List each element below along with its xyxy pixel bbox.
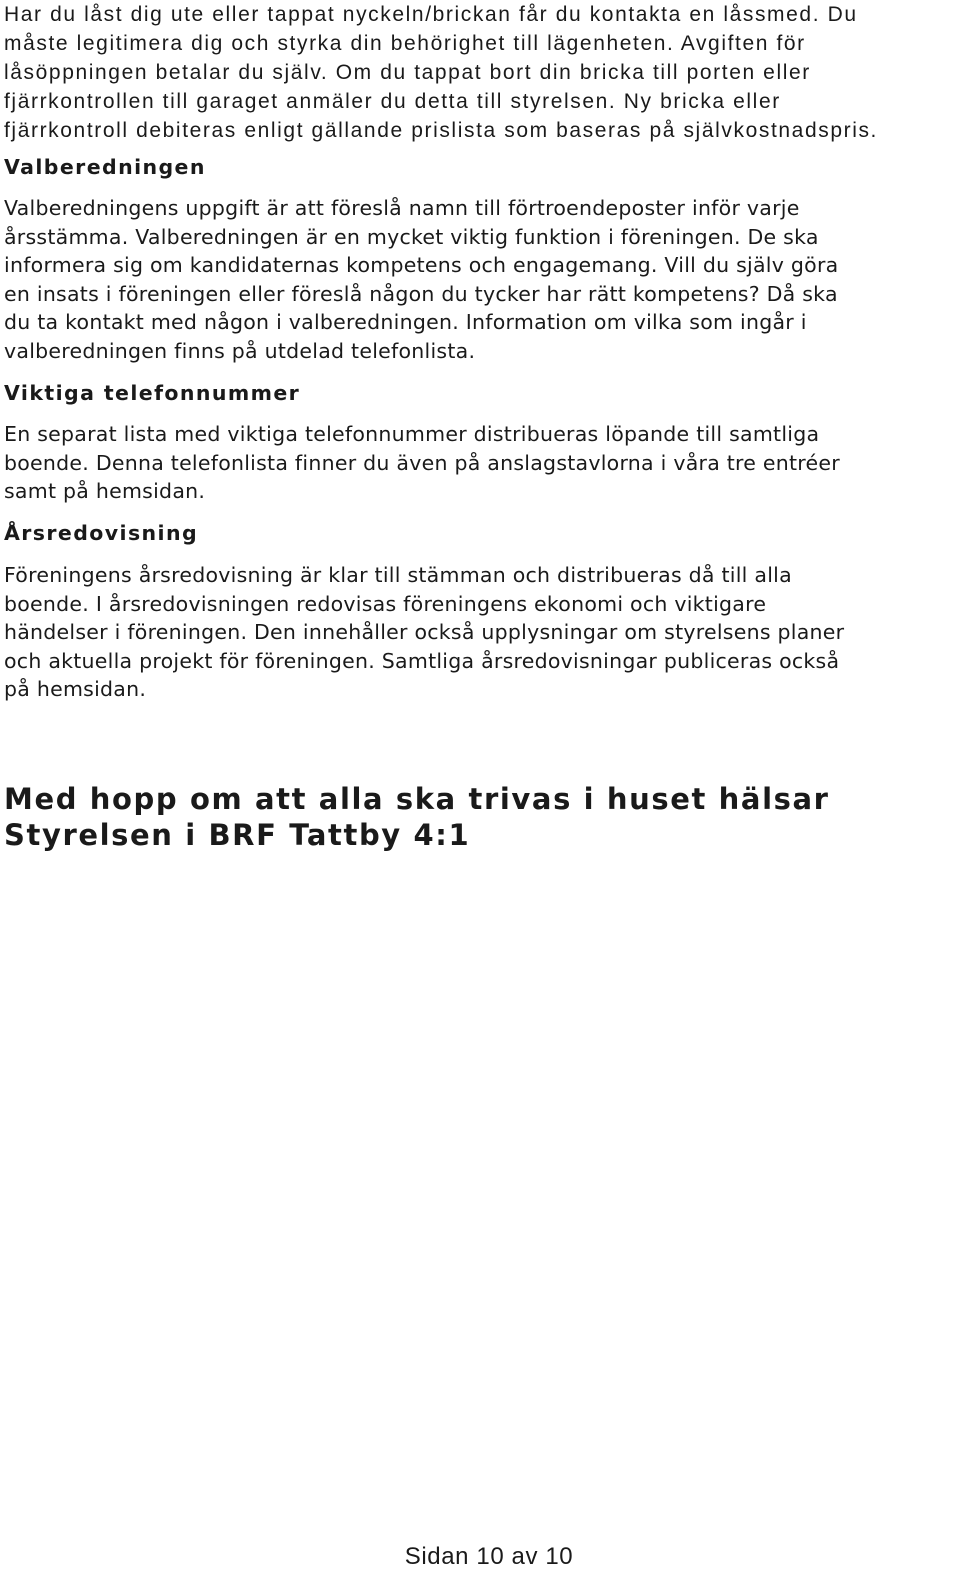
paragraph-line: Valberedningens uppgift är att föreslå namn till förtroendeposter inför varje [4, 196, 800, 220]
paragraph-line: En separat lista med viktiga telefonnummer distribueras löpande till samtliga [4, 422, 820, 446]
closing-greeting [4, 781, 954, 853]
section-paragraph-valberedningen [4, 194, 954, 366]
section-paragraph-arsredovisning [4, 561, 954, 704]
intro-line: fjärrkontroll debiteras enligt gällande prislista som baseras på självkostnadspris. [4, 119, 878, 142]
paragraph-line: boende. I årsredovisningen redovisas föreningens ekonomi och viktigare [4, 591, 767, 616]
section-heading-arsredovisning: Årsredovisning [4, 521, 199, 545]
paragraph-line: boende. Denna telefonlista finner du även på anslagstavlorna i våra tre entréer [4, 450, 840, 475]
paragraph-line: och aktuella projekt för föreningen. Samtliga årsredovisningar publiceras också [4, 648, 840, 673]
intro-line: måste legitimera dig och styrka din behörighet till lägenheten. Avgiften för [4, 32, 806, 55]
paragraph-line: händelser i föreningen. Den innehåller också upplysningar om styrelsens planer [4, 620, 845, 645]
paragraph-line: samt på hemsidan. [4, 479, 206, 504]
paragraph-line: du ta kontakt med någon i valberedningen. Information om vilka som ingår i [4, 310, 807, 335]
intro-paragraph [4, 0, 954, 145]
intro-line: Har du låst dig ute eller tappat nyckeln/brickan får du kontakta en låssmed. Du [4, 3, 858, 26]
paragraph-line: informera sig om kandidaternas kompetens och engagemang. Vill du själv göra [4, 253, 839, 278]
section-heading-telefonnummer: Viktiga telefonnummer [4, 381, 301, 405]
paragraph-line: valberedningen finns på utdelad telefonlista. [4, 338, 476, 363]
intro-line: låsöppningen betalar du själv. Om du tappat bort din bricka till porten eller [4, 61, 811, 84]
intro-line: fjärrkontrollen till garaget anmäler du detta till styrelsen. Ny bricka eller [4, 90, 781, 113]
closing-line: Med hopp om att alla ska trivas i huset hälsar [4, 782, 830, 816]
paragraph-line: en insats i föreningen eller föreslå någon du tycker har rätt kompetens? Då ska [4, 281, 838, 306]
paragraph-line: Föreningens årsredovisning är klar till stämman och distribueras då till alla [4, 563, 792, 587]
closing-signature: Styrelsen i BRF Tattby 4:1 [4, 818, 471, 852]
page-number: Sidan 10 av 10 [404, 1543, 574, 1570]
paragraph-line: på hemsidan. [4, 677, 147, 702]
section-paragraph-telefonnummer [4, 420, 954, 506]
paragraph-line: årsstämma. Valberedningen är en mycket viktig funktion i föreningen. De ska [4, 224, 819, 249]
section-heading-valberedningen: Valberedningen [4, 155, 206, 179]
